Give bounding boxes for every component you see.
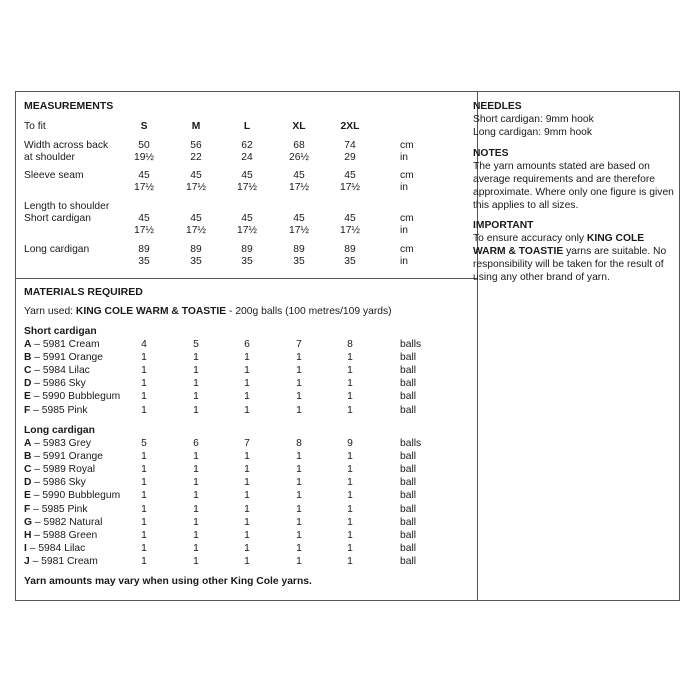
yarn-quantity: 1 [347,464,353,476]
value-in: 17½ [236,182,258,193]
yarn-quantity: 1 [296,503,302,515]
yarn-quantity: 1 [193,464,199,476]
yarn-suffix: - 200g balls (100 metres/109 yards) [226,306,392,317]
yarn-quantity: 1 [296,451,302,463]
yarn-quantity: 5 [141,438,147,449]
yarn-letter: F [24,503,31,515]
length-to-shoulder-label: Length to shoulder [24,201,110,212]
yarn-quantity: 1 [141,352,147,364]
yarn-unit: ball [400,516,417,528]
value-cm: 45 [293,213,305,224]
yarn-label [24,377,86,390]
value-cm: 68 [293,140,305,151]
yarn-letter: B [24,451,32,463]
value-in: 17½ [288,182,310,193]
yarn-quantity: 1 [296,391,302,403]
yarn-quantity: 1 [347,555,353,567]
size-xl: XL [292,121,306,132]
yarn-quantity: 1 [244,503,250,515]
yarn-unit: ball [400,503,417,515]
size-m: M [191,121,201,132]
notes-text: The yarn amounts stated are based on average requirements and are therefore approximate. Where only one figure is given this applies to all sizes. [473,161,674,211]
value-cm: 45 [190,170,202,181]
yarn-letter: H [24,529,32,541]
yarn-letter: A [24,339,32,350]
yarn-unit: balls [400,339,422,350]
value-cm: 45 [138,170,150,181]
value-in: 17½ [185,225,207,236]
measurements-heading: MEASUREMENTS [24,100,114,112]
yarn-quantity: 1 [296,365,302,377]
yarn-quantity: 1 [193,503,199,515]
yarn-unit: ball [400,404,417,416]
size-s: S [140,121,148,132]
yarn-color-name: – 5986 Sky [31,477,86,489]
yarn-quantity: 1 [244,378,250,390]
yarn-quantity: 1 [141,516,147,528]
yarn-quantity: 7 [296,339,302,350]
yarn-quantity: 1 [347,542,353,554]
yarn-label [24,476,86,489]
notes-section [473,147,678,212]
value-in: 17½ [133,225,155,236]
yarn-label [24,404,88,417]
yarn-quantity: 1 [141,464,147,476]
yarn-label [24,503,88,516]
yarn-unit: ball [400,542,417,554]
row-label: Sleeve seam [24,170,84,181]
yarn-quantity: 1 [347,391,353,403]
yarn-unit: ball [400,451,417,463]
yarn-quantity: 1 [141,490,147,502]
yarn-quantity: 1 [347,516,353,528]
yarn-label [24,463,95,476]
yarn-unit: ball [400,490,417,502]
yarn-color-name: – 5991 Orange [31,352,103,364]
needles-long: Long cardigan: 9mm hook [473,127,593,138]
value-cm: 89 [293,244,305,255]
value-cm: 62 [241,140,253,151]
yarn-quantity: 1 [347,477,353,489]
value-cm: 89 [138,244,150,255]
yarn-quantity: 1 [244,451,250,463]
yarn-color-name: – 5981 Cream [31,339,100,350]
yarn-label [24,364,90,377]
value-in: 24 [241,152,253,163]
yarn-quantity: 1 [244,477,250,489]
value-in: 35 [241,256,253,267]
yarn-quantity: 7 [244,438,250,449]
materials-heading: MATERIALS REQUIRED [24,286,143,298]
value-cm: 89 [344,244,356,255]
yarn-unit: ball [400,365,417,377]
unit-in: in [400,225,409,236]
yarn-quantity: 1 [193,529,199,541]
short-cardigan-heading: Short cardigan [24,326,97,337]
yarn-unit: ball [400,555,417,567]
value-in: 17½ [339,225,361,236]
yarn-quantity: 1 [141,391,147,403]
value-in: 35 [190,256,202,267]
yarn-name: KING COLE WARM & TOASTIE [75,306,227,317]
to-fit-label: To fit [24,121,46,132]
value-in: 35 [293,256,305,267]
value-in: 17½ [133,182,155,193]
yarn-quantity: 1 [296,516,302,528]
yarn-letter: G [24,516,33,528]
unit-in: in [400,182,409,193]
yarn-color-name: – 5985 Pink [30,503,88,515]
unit-in: in [400,256,409,267]
yarn-quantity: 1 [141,503,147,515]
yarn-color-name: – 5981 Cream [29,555,98,567]
yarn-quantity: 1 [193,352,199,364]
yarn-quantity: 8 [347,339,353,350]
needles-short: Short cardigan: 9mm hook [473,114,594,125]
value-cm: 45 [293,170,305,181]
yarn-quantity: 1 [296,352,302,364]
yarn-letter: F [24,404,31,416]
yarn-quantity: 1 [244,529,250,541]
yarn-used-prefix: Yarn used: [24,306,76,317]
yarn-label [24,338,100,351]
yarn-quantity: 1 [296,477,302,489]
unit-cm: cm [400,213,414,224]
yarn-quantity: 1 [193,516,199,528]
value-cm: 45 [344,213,356,224]
yarn-quantity: 1 [347,352,353,364]
yarn-color-name: – 5991 Orange [31,451,103,463]
yarn-quantity: 1 [296,529,302,541]
yarn-quantity: 1 [347,490,353,502]
yarn-quantity: 1 [141,529,147,541]
yarn-letter: E [24,391,31,403]
yarn-quantity: 4 [141,339,147,350]
yarn-quantity: 1 [141,451,147,463]
value-cm: 45 [138,213,150,224]
yarn-quantity: 1 [141,378,147,390]
yarn-quantity: 1 [193,378,199,390]
yarn-letter: C [24,464,32,476]
yarn-unit: ball [400,378,417,390]
yarn-quantity: 1 [347,503,353,515]
yarn-label [24,390,120,403]
unit-in: in [400,152,409,163]
value-in: 22 [190,152,202,163]
yarn-quantity: 5 [193,339,199,350]
yarn-quantity: 1 [141,555,147,567]
yarn-color-name: – 5990 Bubblegum [30,391,121,403]
yarn-quantity: 1 [296,490,302,502]
unit-cm: cm [400,140,414,151]
yarn-quantity: 6 [244,339,250,350]
yarn-quantity: 1 [244,555,250,567]
yarn-label [24,351,103,364]
yarn-quantity: 1 [296,464,302,476]
important-prefix: To ensure accuracy only [473,233,587,244]
yarn-label [24,529,97,542]
yarn-label [24,555,98,568]
section-divider [16,278,477,279]
value-in: 17½ [185,182,207,193]
yarn-quantity: 8 [296,438,302,449]
yarn-color-name: – 5986 Sky [31,378,86,390]
yarn-quantity: 9 [347,438,353,449]
yarn-letter: D [24,378,32,390]
unit-cm: cm [400,244,414,255]
yarn-color-name: – 5983 Grey [31,438,91,449]
yarn-letter: E [24,490,31,502]
important-suffix: yarns are suitable. No responsibility will be taken for the result of using any other brand of yarn. [473,246,667,283]
yarn-quantity: 1 [193,404,199,416]
yarn-quantity: 1 [141,477,147,489]
yarn-unit: balls [400,438,422,449]
value-cm: 56 [190,140,202,151]
size-2xl: 2XL [340,121,360,132]
needles-heading: NEEDLES [473,101,522,112]
yarn-quantity: 1 [193,542,199,554]
value-cm: 89 [241,244,253,255]
value-cm: 50 [138,140,150,151]
unit-cm: cm [400,170,414,181]
yarn-unit: ball [400,477,417,489]
yarn-used-line [24,305,392,318]
important-brand: KING COLE WARM & TOASTIE [473,233,645,257]
yarn-unit: ball [400,352,417,364]
yarn-letter: D [24,477,32,489]
important-text [473,232,678,284]
yarn-variation-note: Yarn amounts may vary when using other King Cole yarns. [24,576,312,587]
value-cm: 45 [241,213,253,224]
value-in: 17½ [339,182,361,193]
yarn-letter: J [24,555,30,567]
yarn-unit: ball [400,391,417,403]
notes-heading: NOTES [473,148,509,159]
important-heading: IMPORTANT [473,220,534,231]
row-label: Short cardigan [24,213,91,224]
yarn-quantity: 1 [193,365,199,377]
value-in: 26½ [288,152,310,163]
yarn-quantity: 1 [141,365,147,377]
yarn-quantity: 1 [141,542,147,554]
yarn-quantity: 1 [193,391,199,403]
yarn-quantity: 1 [244,352,250,364]
row-label: at shoulder [24,152,75,163]
yarn-unit: ball [400,464,417,476]
yarn-quantity: 1 [141,404,147,416]
yarn-color-name: – 5989 Royal [31,464,95,476]
yarn-quantity: 1 [347,529,353,541]
yarn-quantity: 1 [244,516,250,528]
value-cm: 45 [190,213,202,224]
value-cm: 74 [344,140,356,151]
long-cardigan-heading: Long cardigan [24,425,95,436]
yarn-quantity: 1 [193,490,199,502]
value-cm: 89 [190,244,202,255]
size-l: L [243,121,251,132]
yarn-quantity: 6 [193,438,199,449]
yarn-quantity: 1 [244,391,250,403]
yarn-color-name: – 5988 Green [31,529,98,541]
value-in: 29 [344,152,356,163]
yarn-quantity: 1 [193,451,199,463]
value-in: 35 [344,256,356,267]
value-in: 35 [138,256,150,267]
yarn-quantity: 1 [296,555,302,567]
yarn-quantity: 1 [347,404,353,416]
yarn-letter: I [24,542,27,554]
yarn-color-name: – 5990 Bubblegum [30,490,121,502]
yarn-letter: C [24,365,32,377]
yarn-quantity: 1 [296,542,302,554]
yarn-unit: ball [400,529,417,541]
yarn-quantity: 1 [244,490,250,502]
yarn-label [24,450,103,463]
yarn-label [24,489,120,502]
yarn-label [24,542,85,555]
yarn-label [24,437,91,450]
yarn-quantity: 1 [347,365,353,377]
value-in: 17½ [236,225,258,236]
yarn-quantity: 1 [244,365,250,377]
yarn-color-name: – 5984 Lilac [31,365,90,377]
yarn-color-name: – 5984 Lilac [26,542,86,554]
yarn-quantity: 1 [244,542,250,554]
yarn-quantity: 1 [244,404,250,416]
row-label: Long cardigan [24,244,90,255]
yarn-color-name: – 5982 Natural [32,516,103,528]
value-in: 17½ [288,225,310,236]
yarn-quantity: 1 [347,451,353,463]
value-in: 19½ [133,152,155,163]
yarn-color-name: – 5985 Pink [30,404,88,416]
yarn-letter: B [24,352,32,364]
yarn-quantity: 1 [193,477,199,489]
yarn-quantity: 1 [296,378,302,390]
row-label: Width across back [24,140,109,151]
yarn-letter: A [24,438,32,449]
yarn-quantity: 1 [244,464,250,476]
important-section [473,219,678,284]
yarn-label [24,516,102,529]
yarn-quantity: 1 [347,378,353,390]
value-cm: 45 [241,170,253,181]
needles-section [473,100,678,139]
yarn-quantity: 1 [193,555,199,567]
value-cm: 45 [344,170,356,181]
yarn-quantity: 1 [296,404,302,416]
